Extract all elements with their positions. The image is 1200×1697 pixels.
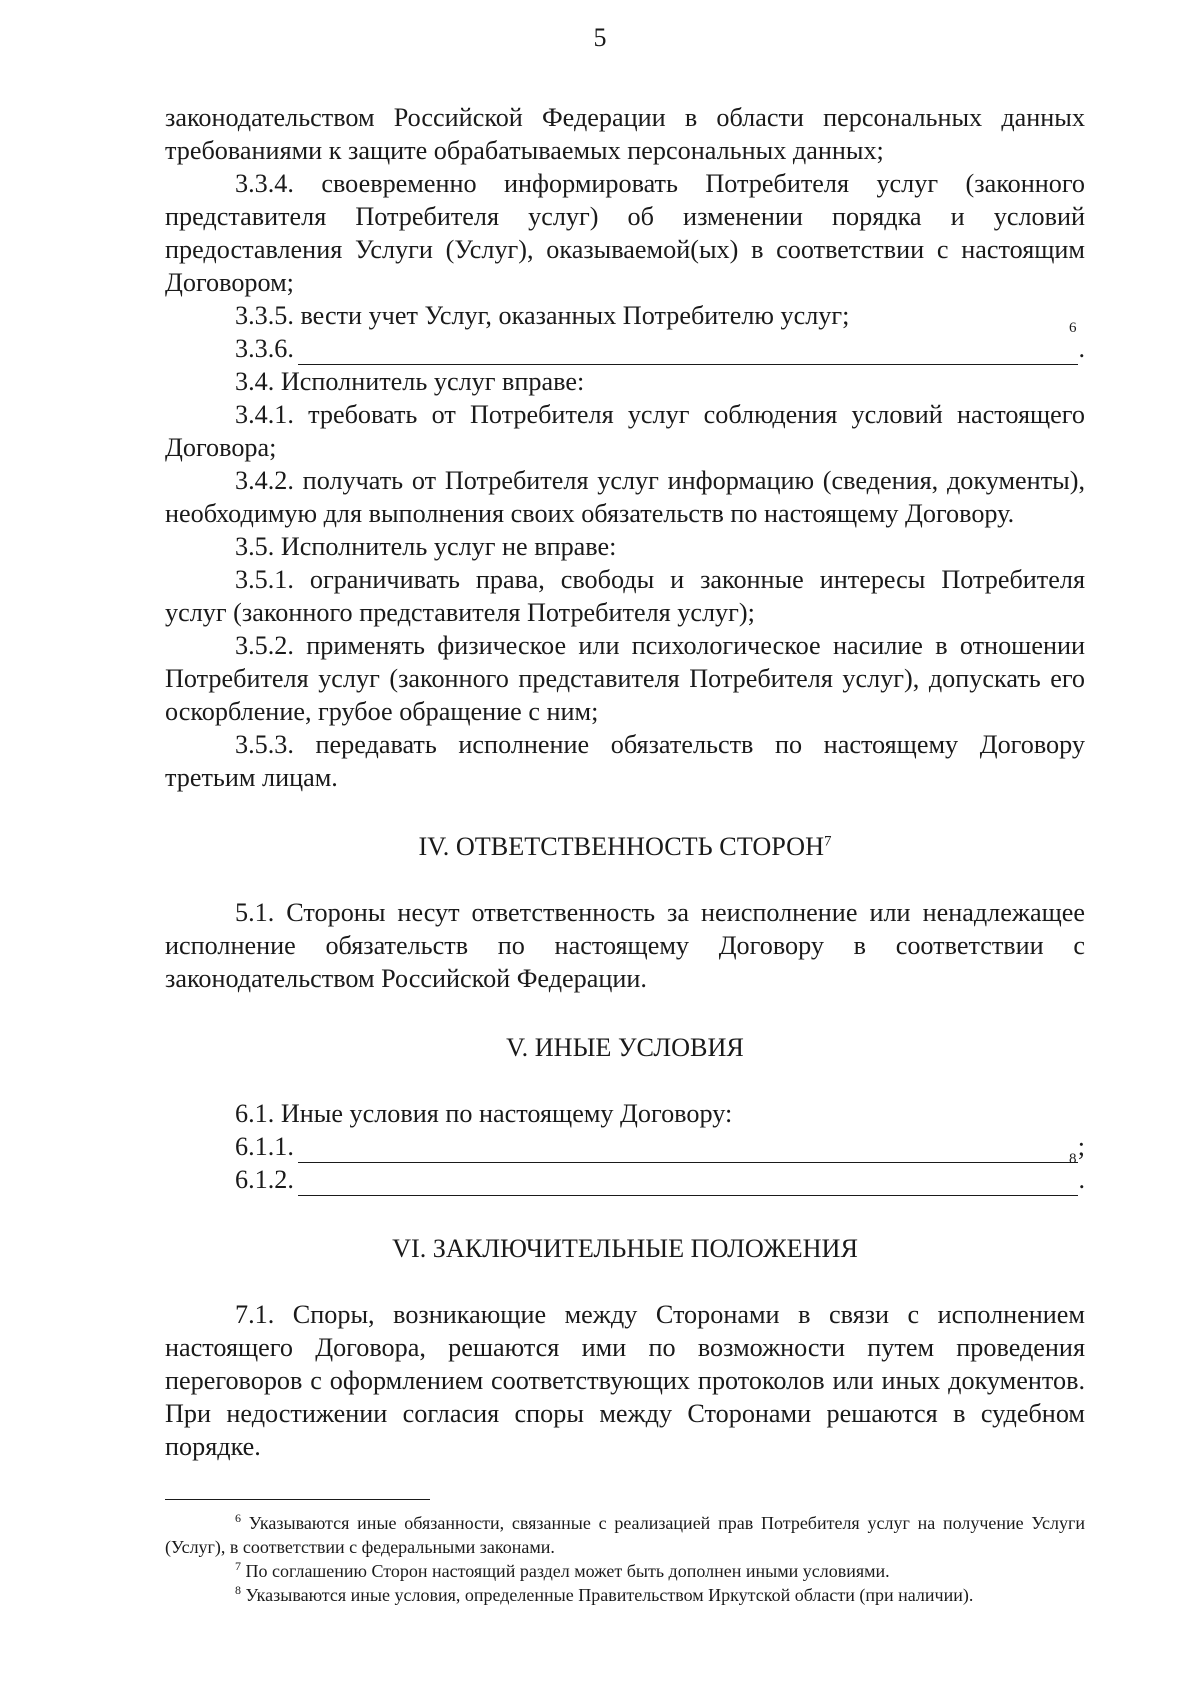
footnote-8 bbox=[165, 1583, 1085, 1607]
page-number: 5 bbox=[593, 23, 607, 52]
paragraph-continuation: законодательством Российской Федерации в области персональных данных требованиями к защите обрабатываемых персональных данных; bbox=[165, 103, 1085, 165]
line-end-punct: ; bbox=[1077, 1132, 1085, 1161]
clause-3-5: 3.5. Исполнитель услуг не вправе: bbox=[235, 532, 617, 561]
clause-6-1-1-blank bbox=[165, 1130, 1085, 1163]
clause-number: 3.3.6. bbox=[235, 334, 294, 363]
clause-3-3-6-blank bbox=[165, 320, 1085, 365]
document-body bbox=[165, 101, 1085, 1463]
fill-in-line bbox=[298, 1136, 1078, 1163]
clause-3-5-3: 3.5.3. передавать исполнение обязательств по настоящему Договору третьим лицам. bbox=[165, 730, 1085, 792]
footnote-text: Указываются иные условия, определенные Правительством Иркутской области (при наличии). bbox=[241, 1585, 974, 1605]
footnote-7 bbox=[165, 1559, 1085, 1583]
fill-in-line: 8 bbox=[298, 1169, 1079, 1196]
clause-3-3-4: 3.3.4. своевременно информировать Потребителя услуг (законного представителя Потребителя услуг) об изменении порядка и условий предоставления Услуги (Услуг), оказываемой(ых) в соответствии с настоящим Договором; bbox=[165, 169, 1085, 297]
clause-6-1-2-blank bbox=[165, 1151, 1085, 1196]
footnote-mark: 6 bbox=[235, 1511, 241, 1525]
footnote-ref: 7 bbox=[823, 833, 832, 850]
clause-6-1: 6.1. Иные условия по настоящему Договору: bbox=[235, 1099, 733, 1128]
footnotes bbox=[165, 1511, 1085, 1607]
line-end-punct: . bbox=[1078, 1165, 1085, 1194]
footnote-text: По соглашению Сторон настоящий раздел может быть дополнен иными условиями. bbox=[241, 1561, 890, 1581]
clause-3-4: 3.4. Исполнитель услуг вправе: bbox=[235, 367, 585, 396]
clause-5-1: 5.1. Стороны несут ответственность за неисполнение или ненадлежащее исполнение обязательств по настоящему Договору в соответствии с законодательством Российской Федерации. bbox=[165, 898, 1085, 993]
line-end-punct: . bbox=[1078, 334, 1085, 363]
clause-number: 6.1.2. bbox=[235, 1165, 294, 1194]
footnote-6 bbox=[165, 1511, 1085, 1559]
fill-in-line: 6 bbox=[298, 338, 1079, 365]
section-title-4 bbox=[165, 830, 1085, 863]
section-title-5 bbox=[165, 1031, 1085, 1064]
clause-3-4-2: 3.4.2. получать от Потребителя услуг информацию (сведения, документы), необходимую для выполнения своих обязательств по настоящему Договору. bbox=[165, 466, 1085, 528]
section-title-text: IV. ОТВЕТСТВЕННОСТЬ СТОРОН bbox=[418, 832, 824, 861]
section-title-6 bbox=[165, 1232, 1085, 1265]
section-title-text: VI. ЗАКЛЮЧИТЕЛЬНЫЕ ПОЛОЖЕНИЯ bbox=[392, 1234, 858, 1263]
clause-number: 6.1.1. bbox=[235, 1132, 294, 1161]
clause-3-4-1: 3.4.1. требовать от Потребителя услуг соблюдения условий настоящего Договора; bbox=[165, 400, 1085, 462]
clause-3-3-5: 3.3.5. вести учет Услуг, оказанных Потребителю услуг; bbox=[235, 301, 850, 330]
clause-7-1: 7.1. Споры, возникающие между Сторонами в связи с исполнением настоящего Договора, решаются ими по возможности путем проведения переговоров с оформлением соответствующих протоколов или иных документов. При недостижении согласия споры между Сторонами решаются в судебном порядке. bbox=[165, 1300, 1085, 1461]
footnote-separator bbox=[165, 1499, 430, 1500]
footnote-text: Указываются иные обязанности, связанные с реализацией прав Потребителя услуг на получение Услуги (Услуг), в соответствии с федеральными законами. bbox=[165, 1513, 1085, 1557]
clause-3-5-1: 3.5.1. ограничивать права, свободы и законные интересы Потребителя услуг (законного представителя Потребителя услуг); bbox=[165, 565, 1085, 627]
section-title-text: V. ИНЫЕ УСЛОВИЯ bbox=[506, 1033, 744, 1062]
footnote-mark: 8 bbox=[235, 1583, 241, 1597]
footnote-mark: 7 bbox=[235, 1559, 241, 1573]
clause-3-5-2: 3.5.2. применять физическое или психологическое насилие в отношении Потребителя услуг (законного представителя Потребителя услуг), допускать его оскорбление, грубое обращение с ним; bbox=[165, 631, 1085, 726]
